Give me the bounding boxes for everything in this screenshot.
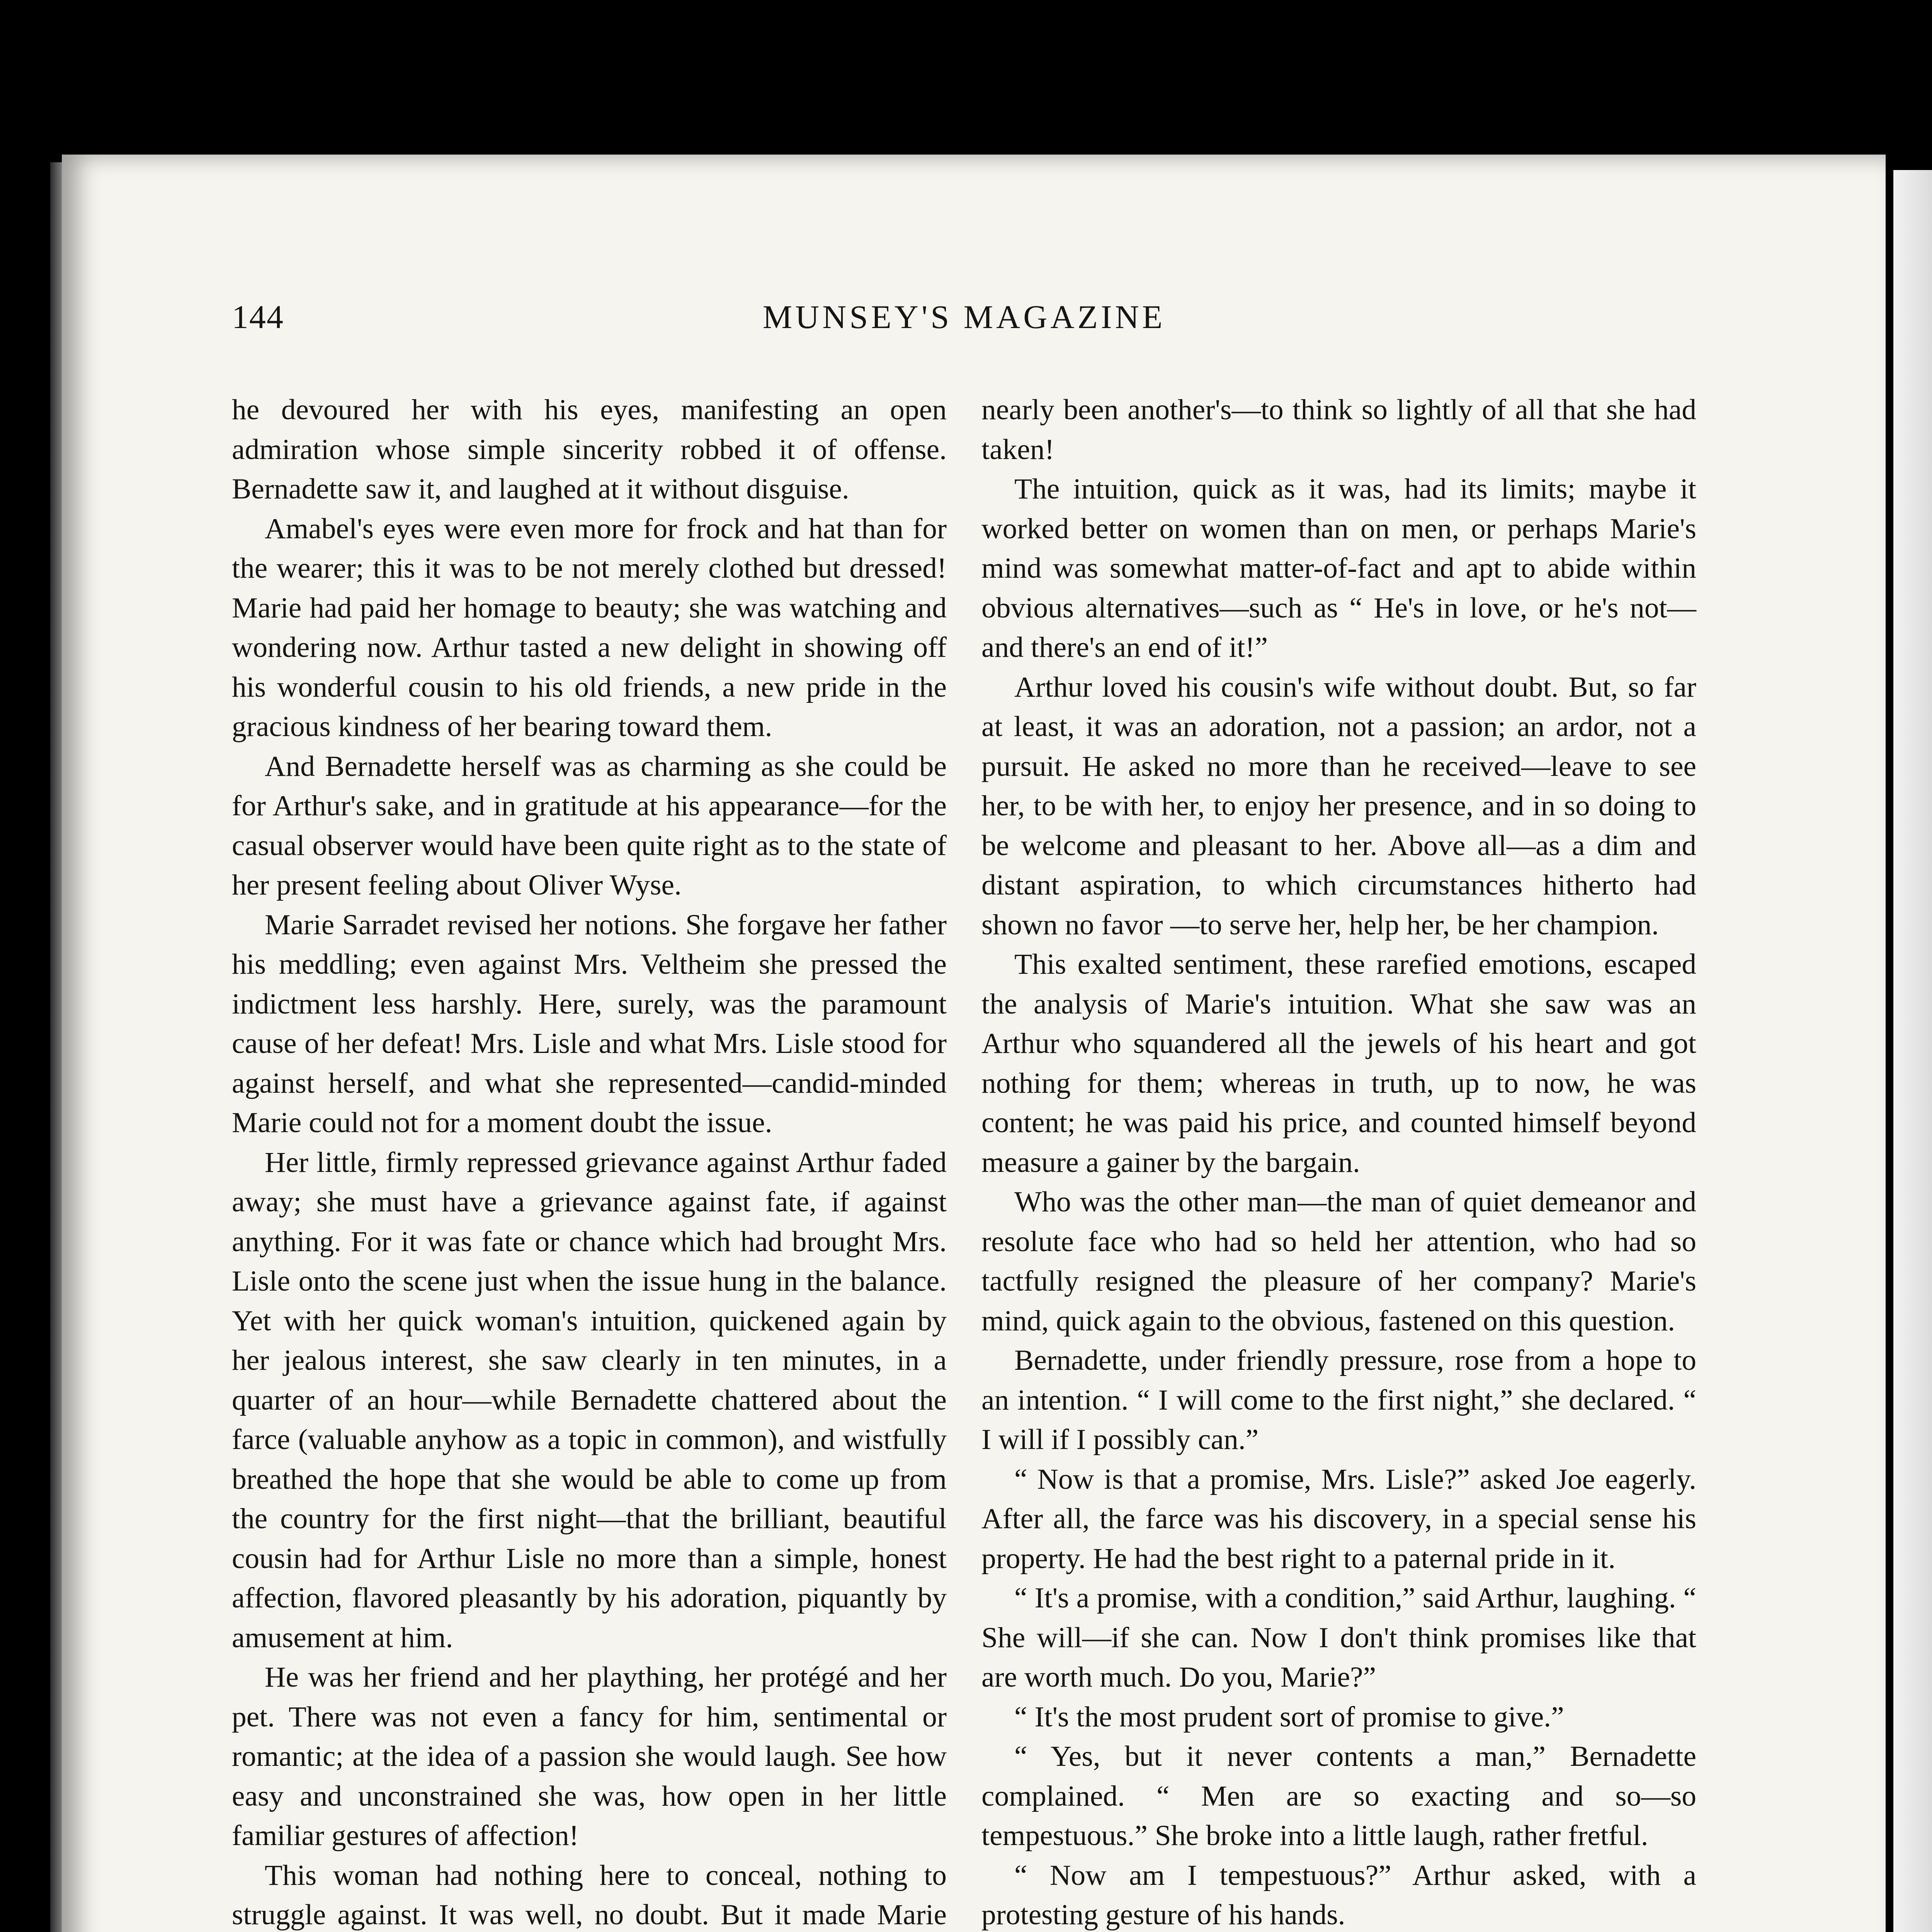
paragraph: And Bernadette herself was as charming as she could be for Arthur's sake, and in gratitude at his appearance—for the casual observer would have been quite right as to the state of her present feeling about Oliver Wyse. bbox=[232, 750, 947, 901]
paragraph: This woman had nothing here to conceal, nothing to struggle against. It was well, no doubt. But it made Marie bbox=[232, 1859, 947, 1931]
paragraph: he devoured her with his eyes, manifesting an open admiration whose simple sincerity robbed it of offense. Bernadette saw it, and laughed at it without disguise. bbox=[232, 394, 947, 505]
paragraph: Her little, firmly repressed grievance against Arthur faded away; she must have a grievance against fate, if against anything. For it was fate or chance which had brought Mrs. Lisle onto the scene just when the issue hung in the balance. Yet with her quick woman's intuition, quickened again by her jealous interest, she saw clearly in ten minutes, in a quarter of an hour—while Bernadette chattered about the farce (valuable anyhow as a topic in common), and wistfully breathed the hope that she would be able to come up from the country for the first night—that the brilliant, beautiful cousin had for Arthur Lisle no more than a simple, honest affection, flavored pleasantly by his adoration, piquantly by amusement at him. bbox=[232, 1146, 947, 1654]
right-column bbox=[981, 390, 1696, 1932]
paragraph: “ Now am I tempestuous?” Arthur asked, with a protesting gesture of his hands. bbox=[981, 1859, 1696, 1931]
paragraph: “ It's a promise, with a condition,” said Arthur, laughing. “ She will—if she can. Now I don't think promises like that are worth much. Do you, Marie?” bbox=[981, 1582, 1696, 1693]
paragraph: Marie Sarradet revised her notions. She forgave her father his meddling; even against Mrs. Veltheim she pressed the indictment less harshly. Here, surely, was the paramount cause of her defeat! Mrs. Lisle and what Mrs. Lisle stood for against herself, and what she represented—candid-minded Marie could not for a moment doubt the issue. bbox=[232, 908, 947, 1139]
paragraph: The intuition, quick as it was, had its limits; maybe it worked better on women than on men, or perhaps Marie's mind was somewhat matter-of-fact and apt to abide within obvious alternatives—such as “ He's in love, or he's not—and there's an end of it!” bbox=[981, 473, 1696, 663]
next-page-edge bbox=[1893, 170, 1932, 1932]
paragraph: He was her friend and her plaything, her protégé and her pet. There was not even a fancy for him, sentimental or romantic; at the idea of a passion she would laugh. See how easy and unconstrained she was, how open in her little familiar gestures of affection! bbox=[232, 1661, 947, 1852]
paragraph: “ Yes, but it never contents a man,” Bernadette complained. “ Men are so exacting and so—so tempestuous.” She broke into a little laugh, rather fretful. bbox=[981, 1740, 1696, 1852]
paragraph: This exalted sentiment, these rarefied emotions, escaped the analysis of Marie's intuition. What she saw was an Arthur who squandered all the jewels of his heart and got nothing for them; whereas in truth, up to now, he was content; he was paid his price, and counted himself beyond measure a gainer by the bargain. bbox=[981, 948, 1696, 1179]
paragraph: “ Now is that a promise, Mrs. Lisle?” asked Joe eagerly. After all, the farce was his discovery, in a special sense his property. He had the best right to a paternal pride in it. bbox=[981, 1463, 1696, 1575]
paragraph: nearly been another's—to think so lightly of all that she had taken! bbox=[981, 394, 1696, 466]
paragraph: “ It's the most prudent sort of promise to give.” bbox=[1014, 1701, 1564, 1733]
left-column bbox=[232, 390, 947, 1932]
page-header bbox=[232, 298, 1696, 344]
running-title: MUNSEY'S MAGAZINE bbox=[762, 298, 1166, 335]
paragraph: Who was the other man—the man of quiet demeanor and resolute face who had so held her attention, who had so tactfully resigned the pleasure of her company? Marie's mind, quick again to the obvious, fastened on this question. bbox=[981, 1186, 1696, 1337]
paragraph: Bernadette, under friendly pressure, rose from a hope to an intention. “ I will come to the first night,” she declared. “ I will if I possibly can.” bbox=[981, 1344, 1696, 1456]
paragraph: Arthur loved his cousin's wife without doubt. But, so far at least, it was an adoration, not a passion; an ardor, not a pursuit. He asked no more than he received—leave to see her, to be with her, to enjoy her presence, and in so doing to be welcome and pleasant to her. Above all—as a dim and distant aspiration, to which circumstances hitherto had shown no favor —to serve her, help her, be her champion. bbox=[981, 671, 1696, 941]
paragraph: Amabel's eyes were even more for frock and hat than for the wearer; this it was to be not merely clothed but dressed! Marie had paid her homage to beauty; she was watching and wondering now. Arthur tasted a new delight in showing off his wonderful cousin to his old friends, a new pride in the gracious kindness of her bearing toward them. bbox=[232, 512, 947, 743]
page-number: 144 bbox=[232, 298, 284, 335]
